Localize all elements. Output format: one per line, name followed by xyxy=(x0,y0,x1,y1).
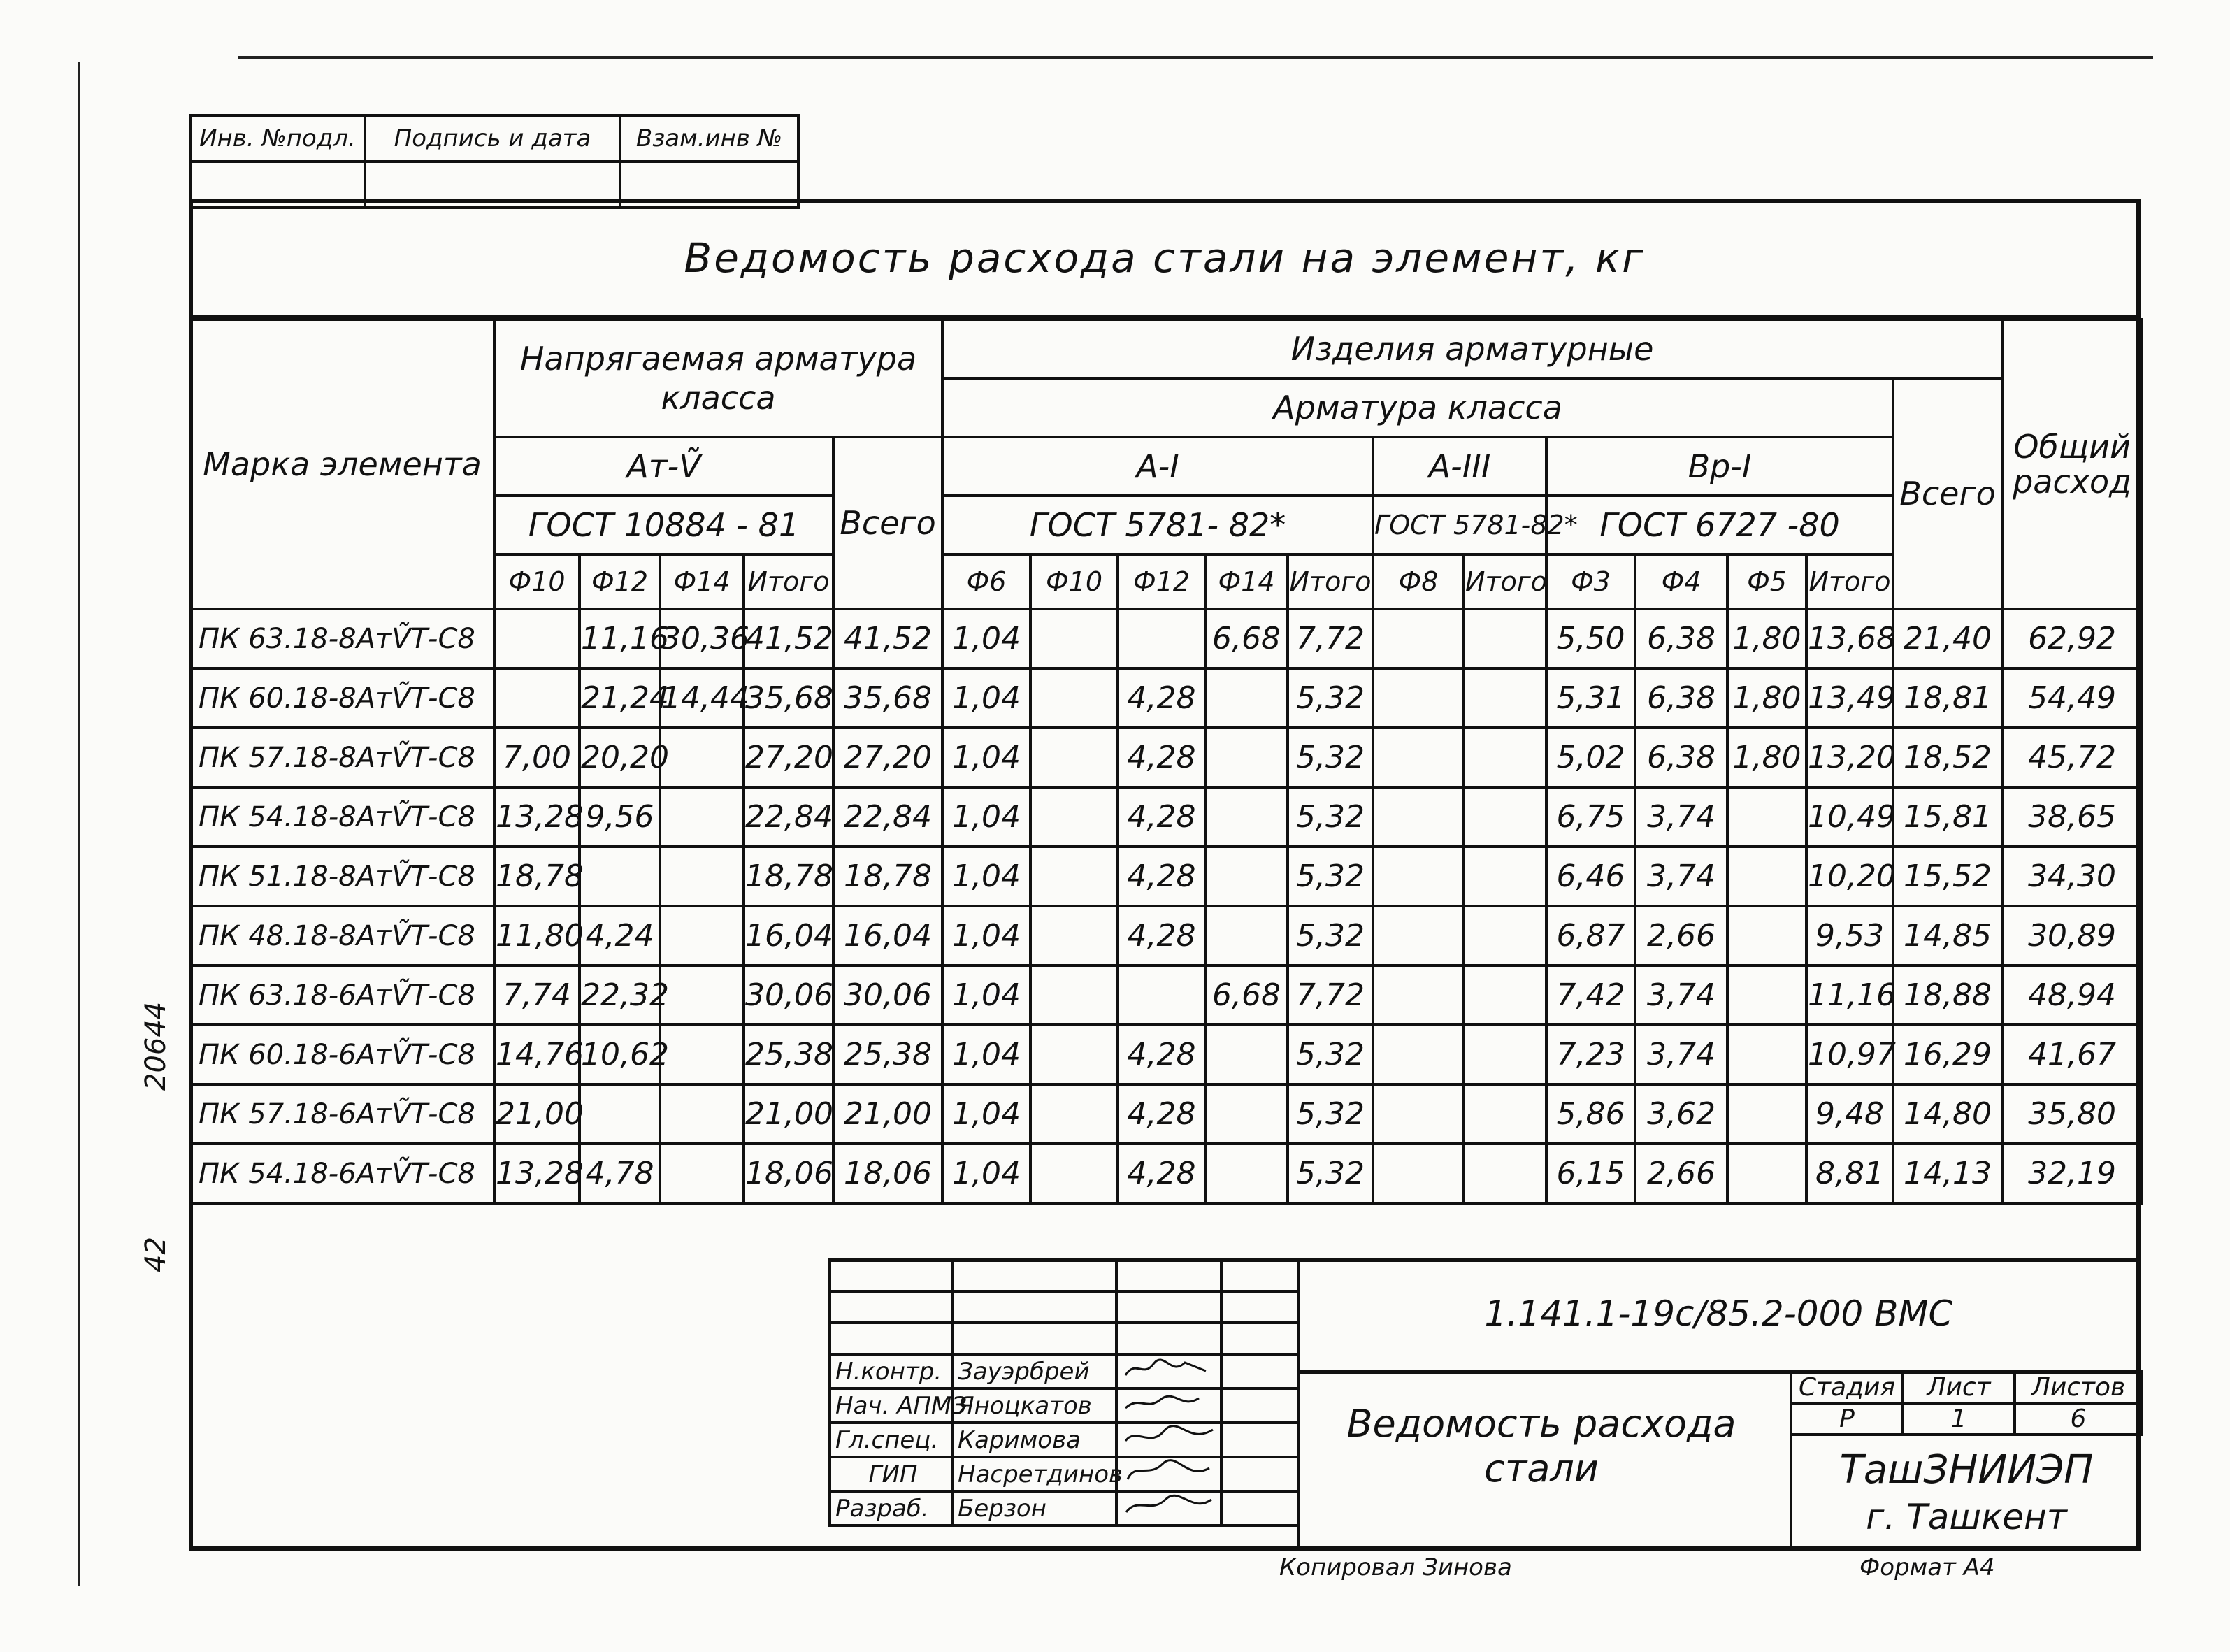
table-cell: 21,00 xyxy=(744,1084,833,1144)
table-cell xyxy=(1727,1144,1806,1203)
table-cell: 18,06 xyxy=(833,1144,942,1203)
table-row xyxy=(190,668,2142,728)
header-products: Изделия арматурные xyxy=(942,319,2002,378)
table-cell: 3,74 xyxy=(1635,965,1727,1025)
table-cell: 30,36 xyxy=(660,609,744,668)
table-cell: 5,02 xyxy=(1546,728,1635,787)
table-cell: 30,06 xyxy=(744,965,833,1025)
person-name: Зауэрбрей xyxy=(952,1354,1116,1388)
table-cell: 4,28 xyxy=(1118,847,1205,906)
table-cell: 5,32 xyxy=(1288,1084,1373,1144)
table-cell xyxy=(494,668,580,728)
sheet-left-edge xyxy=(78,62,80,1586)
subhead: Ф14 xyxy=(1205,554,1288,609)
table-cell xyxy=(1373,787,1464,847)
table-cell: 6,87 xyxy=(1546,906,1635,965)
table-cell: 18,81 xyxy=(1893,668,2002,728)
subhead: Ф12 xyxy=(580,554,660,609)
table-cell: 3,74 xyxy=(1635,847,1727,906)
table-cell: 14,13 xyxy=(1893,1144,2002,1203)
table-cell: 1,80 xyxy=(1727,668,1806,728)
header-prestressed-total: Всего xyxy=(833,437,942,609)
table-cell: 30,06 xyxy=(833,965,942,1025)
subhead: Итого xyxy=(744,554,833,609)
table-cell: 22,84 xyxy=(744,787,833,847)
table-cell xyxy=(1464,1144,1546,1203)
table-cell xyxy=(1030,668,1118,728)
subhead: Ф10 xyxy=(494,554,580,609)
table-cell: 4,78 xyxy=(580,1144,660,1203)
table-cell: 13,28 xyxy=(494,1144,580,1203)
table-cell xyxy=(1464,965,1546,1025)
table-cell: 7,72 xyxy=(1288,965,1373,1025)
table-cell: 15,52 xyxy=(1893,847,2002,906)
table-cell xyxy=(1205,1025,1288,1084)
table-cell: 18,06 xyxy=(744,1144,833,1203)
subhead: Ф10 xyxy=(1030,554,1118,609)
table-cell xyxy=(580,1084,660,1144)
stage-table xyxy=(1790,1370,2143,1436)
margin-inventory-number: 20644 xyxy=(140,1001,172,1091)
sheet-top-edge xyxy=(238,56,2153,59)
table-cell: 1,04 xyxy=(942,965,1030,1025)
header-gost-5781: ГОСТ 5781- 82* xyxy=(942,496,1373,554)
table-cell: 7,00 xyxy=(494,728,580,787)
table-row xyxy=(190,1084,2142,1144)
table-row xyxy=(190,728,2142,787)
element-mark: ПК 57.18-8АтṼТ-С8 xyxy=(190,728,494,787)
table-cell xyxy=(1373,906,1464,965)
table-cell: 27,20 xyxy=(744,728,833,787)
element-mark: ПК 63.18-6АтṼТ-С8 xyxy=(190,965,494,1025)
element-mark: ПК 51.18-8АтṼТ-С8 xyxy=(190,847,494,906)
table-cell: 20,20 xyxy=(580,728,660,787)
table-cell: 10,20 xyxy=(1806,847,1893,906)
table-cell xyxy=(494,609,580,668)
table-cell: 1,80 xyxy=(1727,728,1806,787)
table-cell: 6,15 xyxy=(1546,1144,1635,1203)
role-label: Гл.спец. xyxy=(830,1423,952,1457)
table-cell: 3,74 xyxy=(1635,1025,1727,1084)
table-cell xyxy=(660,965,744,1025)
table-cell xyxy=(1373,728,1464,787)
table-cell: 21,00 xyxy=(833,1084,942,1144)
table-cell: 1,04 xyxy=(942,1144,1030,1203)
table-cell: 13,68 xyxy=(1806,609,1893,668)
table-cell xyxy=(1373,847,1464,906)
table-cell xyxy=(1464,609,1546,668)
table-cell: 13,49 xyxy=(1806,668,1893,728)
table-cell: 5,32 xyxy=(1288,787,1373,847)
table-cell: 34,30 xyxy=(2002,847,2142,906)
table-cell: 5,32 xyxy=(1288,847,1373,906)
table-cell xyxy=(1205,1084,1288,1144)
table-cell: 18,78 xyxy=(744,847,833,906)
table-cell: 21,24 xyxy=(580,668,660,728)
person-name: Берзон xyxy=(952,1491,1116,1525)
table-cell: 5,32 xyxy=(1288,668,1373,728)
stamp-header-signature: Подпись и дата xyxy=(365,115,620,161)
table-cell: 14,44 xyxy=(660,668,744,728)
table-body xyxy=(190,609,2142,1203)
table-cell: 3,74 xyxy=(1635,787,1727,847)
table-cell: 6,68 xyxy=(1205,609,1288,668)
table-cell: 38,65 xyxy=(2002,787,2142,847)
table-cell: 18,52 xyxy=(1893,728,2002,787)
table-cell xyxy=(1030,965,1118,1025)
table-cell xyxy=(660,728,744,787)
steel-consumption-table xyxy=(189,318,2143,1205)
table-cell: 4,28 xyxy=(1118,1084,1205,1144)
table-cell xyxy=(660,847,744,906)
table-cell xyxy=(1464,1025,1546,1084)
stage-label: Стадия xyxy=(1791,1372,1903,1403)
table-cell: 1,04 xyxy=(942,609,1030,668)
subhead: Ф4 xyxy=(1635,554,1727,609)
table-cell xyxy=(1118,965,1205,1025)
table-cell xyxy=(1727,1025,1806,1084)
table-cell xyxy=(1030,1084,1118,1144)
element-mark: ПК 54.18-8АтṼТ-С8 xyxy=(190,787,494,847)
table-cell: 14,85 xyxy=(1893,906,2002,965)
table-cell: 45,72 xyxy=(2002,728,2142,787)
table-cell: 48,94 xyxy=(2002,965,2142,1025)
header-a3: A-III xyxy=(1373,437,1546,496)
table-cell: 22,84 xyxy=(833,787,942,847)
format-note: Формат А4 xyxy=(1859,1553,1995,1581)
table-cell: 6,68 xyxy=(1205,965,1288,1025)
organization-city: г. Ташкент xyxy=(1866,1497,2067,1537)
table-cell xyxy=(1727,906,1806,965)
header-overall: Общий расход xyxy=(2002,319,2142,609)
person-name: Каримова xyxy=(952,1423,1116,1457)
table-cell: 7,72 xyxy=(1288,609,1373,668)
table-cell: 11,80 xyxy=(494,906,580,965)
table-row xyxy=(190,906,2142,965)
sheet-value: 1 xyxy=(1903,1403,2015,1435)
table-cell xyxy=(1030,728,1118,787)
signatures-grid xyxy=(828,1258,1300,1527)
table-cell: 1,04 xyxy=(942,906,1030,965)
table-cell xyxy=(1205,668,1288,728)
table-row xyxy=(190,787,2142,847)
table-cell: 35,80 xyxy=(2002,1084,2142,1144)
table-cell: 11,16 xyxy=(580,609,660,668)
table-cell xyxy=(1030,1025,1118,1084)
table-cell: 6,75 xyxy=(1546,787,1635,847)
table-cell xyxy=(1464,787,1546,847)
table-cell xyxy=(660,1025,744,1084)
table-cell xyxy=(1727,965,1806,1025)
table-cell: 18,78 xyxy=(833,847,942,906)
table-cell: 4,24 xyxy=(580,906,660,965)
table-cell xyxy=(1727,847,1806,906)
element-mark: ПК 54.18-6АтṼТ-С8 xyxy=(190,1144,494,1203)
signature xyxy=(1116,1388,1221,1423)
header-a1: A-I xyxy=(942,437,1373,496)
table-cell xyxy=(660,1084,744,1144)
copied-by: Копировал Зинова xyxy=(1279,1553,1512,1581)
table-cell xyxy=(1464,668,1546,728)
table-row xyxy=(190,1025,2142,1084)
inventory-stamp xyxy=(189,114,800,209)
table-cell: 13,20 xyxy=(1806,728,1893,787)
subhead: Ф3 xyxy=(1546,554,1635,609)
header-mark: Марка элемента xyxy=(190,319,494,609)
table-row xyxy=(190,1144,2142,1203)
header-gost-6727: ГОСТ 6727 -80 xyxy=(1546,496,1893,554)
person-name: Яноцкатов xyxy=(952,1388,1116,1423)
element-mark: ПК 63.18-8АтṼТ-С8 xyxy=(190,609,494,668)
stage-value: Р xyxy=(1791,1403,1903,1435)
margin-page-number: 42 xyxy=(140,1237,172,1272)
table-cell: 1,80 xyxy=(1727,609,1806,668)
table-cell: 54,49 xyxy=(2002,668,2142,728)
table-cell xyxy=(1205,1144,1288,1203)
signature xyxy=(1116,1354,1221,1388)
subhead: Итого xyxy=(1288,554,1373,609)
table-cell: 4,28 xyxy=(1118,906,1205,965)
table-cell: 35,68 xyxy=(833,668,942,728)
table-cell: 7,42 xyxy=(1546,965,1635,1025)
sheets-label: Листов xyxy=(2015,1372,2142,1403)
table-cell: 1,04 xyxy=(942,668,1030,728)
table-cell xyxy=(660,787,744,847)
table-cell: 27,20 xyxy=(833,728,942,787)
table-cell: 7,23 xyxy=(1546,1025,1635,1084)
table-cell xyxy=(1373,1025,1464,1084)
table-cell: 30,89 xyxy=(2002,906,2142,965)
page-title: Ведомость расхода стали на элемент, кг xyxy=(684,234,1646,282)
header-at-class: Ат-Ṽ xyxy=(494,437,833,496)
header-gost-5781-short: ГОСТ 5781-82* xyxy=(1373,496,1546,554)
table-row xyxy=(190,609,2142,668)
subhead: Итого xyxy=(1464,554,1546,609)
table-cell: 8,81 xyxy=(1806,1144,1893,1203)
table-cell: 62,92 xyxy=(2002,609,2142,668)
header-prestressed: Напрягаемая арматура класса xyxy=(494,319,942,437)
table-cell: 11,16 xyxy=(1806,965,1893,1025)
role-label: Нач. АПМЗ xyxy=(830,1388,952,1423)
element-mark: ПК 57.18-6АтṼТ-С8 xyxy=(190,1084,494,1144)
document-code: 1.141.1-19с/85.2-000 ВМС xyxy=(1484,1293,1953,1334)
table-cell: 18,88 xyxy=(1893,965,2002,1025)
table-cell: 2,66 xyxy=(1635,906,1727,965)
table-cell: 41,52 xyxy=(744,609,833,668)
table-cell: 5,32 xyxy=(1288,1025,1373,1084)
table-cell: 25,38 xyxy=(744,1025,833,1084)
table-cell: 14,80 xyxy=(1893,1084,2002,1144)
table-cell: 14,76 xyxy=(494,1025,580,1084)
organization-block xyxy=(1790,1433,2141,1551)
table-cell: 10,49 xyxy=(1806,787,1893,847)
table-cell: 10,97 xyxy=(1806,1025,1893,1084)
table-cell: 9,56 xyxy=(580,787,660,847)
table-cell: 18,78 xyxy=(494,847,580,906)
table-cell: 5,50 xyxy=(1546,609,1635,668)
table-cell: 5,32 xyxy=(1288,1144,1373,1203)
table-cell: 21,00 xyxy=(494,1084,580,1144)
table-cell: 35,68 xyxy=(744,668,833,728)
table-cell: 13,28 xyxy=(494,787,580,847)
table-cell: 5,31 xyxy=(1546,668,1635,728)
table-cell: 5,32 xyxy=(1288,906,1373,965)
person-name: Насретдинов xyxy=(952,1457,1116,1491)
stamp-header-replaced: Взам.инв № xyxy=(620,115,798,161)
table-cell xyxy=(580,847,660,906)
table-cell: 16,04 xyxy=(744,906,833,965)
role-label: Разраб. xyxy=(830,1491,952,1525)
table-cell: 6,38 xyxy=(1635,668,1727,728)
table-cell: 6,46 xyxy=(1546,847,1635,906)
subhead: Ф5 xyxy=(1727,554,1806,609)
table-cell xyxy=(660,906,744,965)
role-label: Н.контр. xyxy=(830,1354,952,1388)
table-cell xyxy=(1373,668,1464,728)
table-cell: 3,62 xyxy=(1635,1084,1727,1144)
table-cell: 7,74 xyxy=(494,965,580,1025)
header-armature-class: Арматура класса xyxy=(942,378,1893,437)
table-cell: 15,81 xyxy=(1893,787,2002,847)
role-label: ГИП xyxy=(830,1457,952,1491)
document-name: Ведомость расхода стали xyxy=(1346,1402,1736,1491)
table-cell xyxy=(1373,1084,1464,1144)
table-cell: 1,04 xyxy=(942,847,1030,906)
header-gost-10884: ГОСТ 10884 - 81 xyxy=(494,496,833,554)
sheet-label: Лист xyxy=(1903,1372,2015,1403)
element-mark: ПК 60.18-6АтṼТ-С8 xyxy=(190,1025,494,1084)
table-cell xyxy=(1373,965,1464,1025)
table-cell xyxy=(1030,1144,1118,1203)
table-cell xyxy=(1205,787,1288,847)
table-cell: 21,40 xyxy=(1893,609,2002,668)
table-cell xyxy=(1373,1144,1464,1203)
subhead: Ф12 xyxy=(1118,554,1205,609)
table-cell: 9,48 xyxy=(1806,1084,1893,1144)
table-cell xyxy=(1030,847,1118,906)
subhead: Итого xyxy=(1806,554,1893,609)
table-cell: 22,32 xyxy=(580,965,660,1025)
table-cell: 6,38 xyxy=(1635,728,1727,787)
table-cell xyxy=(1205,728,1288,787)
table-cell: 25,38 xyxy=(833,1025,942,1084)
stamp-header-inv: Инв. №подл. xyxy=(190,115,365,161)
table-cell: 5,86 xyxy=(1546,1084,1635,1144)
table-cell: 1,04 xyxy=(942,728,1030,787)
element-mark: ПК 60.18-8АтṼТ-С8 xyxy=(190,668,494,728)
table-cell: 1,04 xyxy=(942,1025,1030,1084)
table-cell xyxy=(1030,906,1118,965)
table-row xyxy=(190,965,2142,1025)
table-cell: 4,28 xyxy=(1118,728,1205,787)
table-cell xyxy=(1205,847,1288,906)
table-cell xyxy=(660,1144,744,1203)
signature xyxy=(1116,1457,1221,1491)
table-cell: 6,38 xyxy=(1635,609,1727,668)
subhead: Ф8 xyxy=(1373,554,1464,609)
table-cell xyxy=(1464,728,1546,787)
signature xyxy=(1116,1491,1221,1525)
element-mark: ПК 48.18-8АтṼТ-С8 xyxy=(190,906,494,965)
table-cell xyxy=(1030,609,1118,668)
table-cell: 16,29 xyxy=(1893,1025,2002,1084)
table-cell xyxy=(1727,787,1806,847)
table-cell: 4,28 xyxy=(1118,668,1205,728)
table-cell: 4,28 xyxy=(1118,1144,1205,1203)
table-cell: 4,28 xyxy=(1118,787,1205,847)
table-cell: 4,28 xyxy=(1118,1025,1205,1084)
table-cell xyxy=(1205,906,1288,965)
organization-name: ТашЗНИИЭП xyxy=(1839,1447,2094,1493)
table-cell xyxy=(1464,847,1546,906)
header-products-total: Всего xyxy=(1893,378,2002,609)
subhead: Ф14 xyxy=(660,554,744,609)
table-cell: 1,04 xyxy=(942,787,1030,847)
table-cell: 1,04 xyxy=(942,1084,1030,1144)
table-cell: 41,67 xyxy=(2002,1025,2142,1084)
subhead: Ф6 xyxy=(942,554,1030,609)
signature xyxy=(1116,1423,1221,1457)
table-cell: 16,04 xyxy=(833,906,942,965)
table-row xyxy=(190,847,2142,906)
table-cell xyxy=(1727,1084,1806,1144)
sheets-value: 6 xyxy=(2015,1403,2142,1435)
table-cell: 41,52 xyxy=(833,609,942,668)
table-cell: 2,66 xyxy=(1635,1144,1727,1203)
table-cell: 32,19 xyxy=(2002,1144,2142,1203)
table-cell xyxy=(1030,787,1118,847)
table-cell xyxy=(1118,609,1205,668)
table-cell: 5,32 xyxy=(1288,728,1373,787)
table-cell: 10,62 xyxy=(580,1025,660,1084)
header-bp1: Bp-I xyxy=(1546,437,1893,496)
table-cell: 9,53 xyxy=(1806,906,1893,965)
table-cell xyxy=(1373,609,1464,668)
table-cell xyxy=(1464,1084,1546,1144)
table-cell xyxy=(1464,906,1546,965)
